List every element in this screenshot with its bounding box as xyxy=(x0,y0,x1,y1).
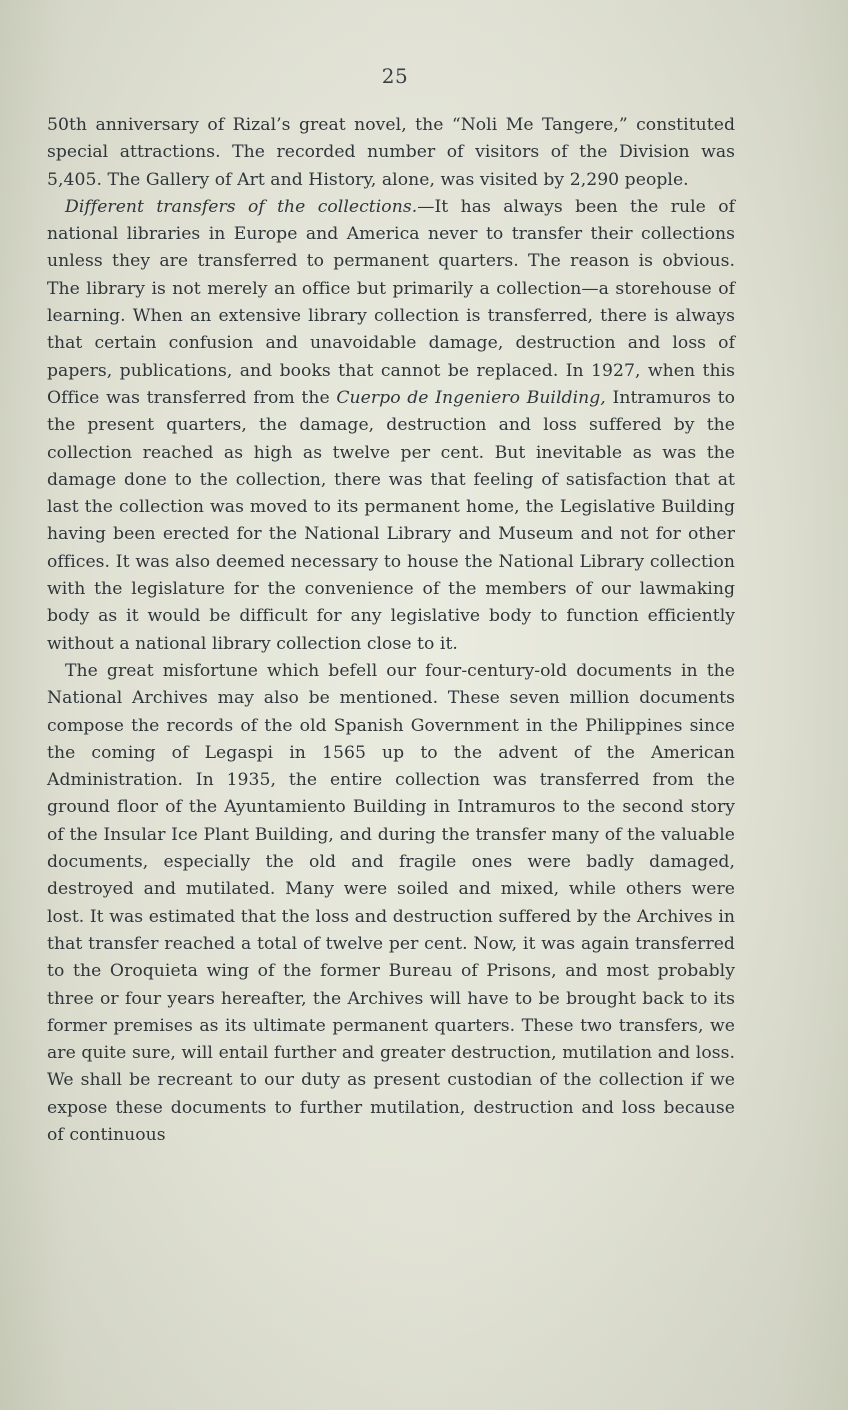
paragraph-2-run-4: Intramuros to the present quarters, the damage, destruction and loss suffered by the collection reached as high as twelve per cent. But inevitable as was the damage done to the collection, there was that feeling of satisfaction that at last the collection was moved to its permanent home, the Legislative Building having been erected for the National Library and Museum and not for other offices. It was also deemed necessary to house the National Library collection with the legislature for the convenience of the members of our lawmaking body as it would be difficult for any legislative body to function efficiently without a national library collection close to it. xyxy=(47,387,735,654)
building-name-italic: Cuerpo de Ingeniero Building, xyxy=(336,387,606,408)
paragraph-2 xyxy=(47,194,735,658)
paragraph-3-run-1: The great misfortune which befell our four-century-old documents in the National Archives may also be mentioned. These seven million documents compose the records of the old Spanish Government in the Philippines since the coming of Legaspi in 1565 up to the advent of the American Administration. In 1935, the entire collection was transferred from the ground floor of the Ayuntamiento Building in Intramuros to the second story of the Insular Ice Plant Building, and during the transfer many of the valuable documents, especially the old and fragile ones were badly damaged, destroyed and mutilated. Many were soiled and mixed, while others were lost. It was estimated that the loss and destruction suffered by the Archives in that transfer reached a total of twelve per cent. Now, it was again transferred to the Oroquieta wing of the former Bureau of Prisons, and most probably three or four years hereafter, the Archives will have to be brought back to its former premises as its ultimate permanent quarters. These two transfers, we are quite sure, will entail further and greater destruction, mutilation and loss. We shall be recreant to our duty as present custodian of the collection if we expose these documents to further mutilation, destruction and loss because of continuous xyxy=(47,660,735,1145)
paragraph-2-run-2: —It has always been the rule of national libraries in Europe and America never to transfer their collections unless they are transferred to permanent quarters. The reason is obvious. The library is not merely an office but primarily a collection—a storehouse of learning. When an extensive library collection is transferred, there is always that certain confusion and unavoidable damage, destruction and loss of papers, publications, and books that cannot be replaced. In 1927, when this Office was transferred from the xyxy=(47,196,735,408)
page-number: 25 xyxy=(381,64,409,88)
body-text xyxy=(47,112,735,1149)
paragraph-1-run-1: 50th anniversary of Rizal’s great novel, the “Noli Me Tangere,” constituted special attractions. The recorded number of visitors of the Division was 5,405. The Gallery of Art and History, alone, was visited by 2,290 people. xyxy=(47,115,735,190)
paragraph-3 xyxy=(47,658,735,1149)
paragraph-1 xyxy=(47,112,735,194)
section-heading-italic: Different transfers of the collections. xyxy=(65,196,418,217)
